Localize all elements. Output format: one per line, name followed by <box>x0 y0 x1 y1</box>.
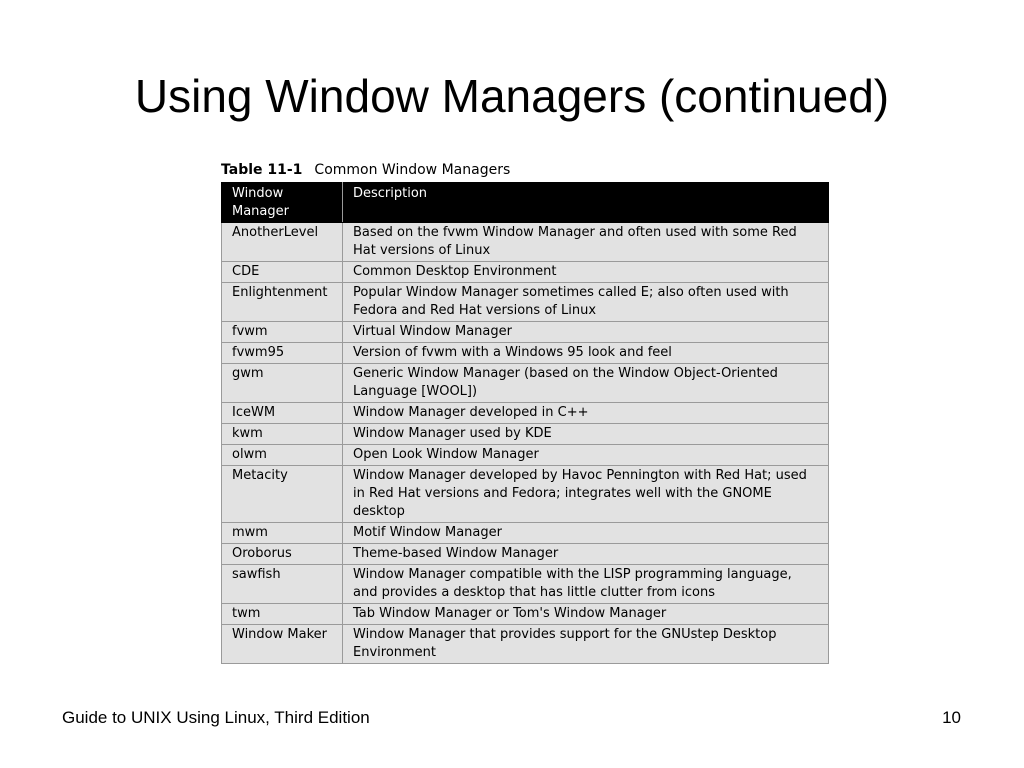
window-manager-name: Metacity <box>222 466 343 523</box>
window-manager-name: AnotherLevel <box>222 223 343 262</box>
window-manager-description: Open Look Window Manager <box>343 445 829 466</box>
window-manager-description: Window Manager used by KDE <box>343 424 829 445</box>
column-header-window-manager: Window Manager <box>222 183 343 223</box>
table-row <box>222 424 829 445</box>
window-manager-name: olwm <box>222 445 343 466</box>
window-manager-description: Version of fvwm with a Windows 95 look and feel <box>343 343 829 364</box>
window-manager-name: fvwm <box>222 322 343 343</box>
window-manager-name: kwm <box>222 424 343 445</box>
window-manager-name: fvwm95 <box>222 343 343 364</box>
table-row <box>222 262 829 283</box>
table-header <box>222 183 829 223</box>
window-manager-description: Tab Window Manager or Tom's Window Manager <box>343 604 829 625</box>
window-manager-name: Enlightenment <box>222 283 343 322</box>
table-row <box>222 343 829 364</box>
footer-book-title: Guide to UNIX Using Linux, Third Edition <box>62 708 370 727</box>
table-body <box>222 223 829 664</box>
window-manager-name: IceWM <box>222 403 343 424</box>
window-manager-name: twm <box>222 604 343 625</box>
window-manager-name: CDE <box>222 262 343 283</box>
table-caption-number: Table 11-1 <box>221 162 303 178</box>
column-header-description: Description <box>343 183 829 223</box>
window-managers-table <box>221 182 829 664</box>
table-row <box>222 466 829 523</box>
table-row <box>222 283 829 322</box>
table-row <box>222 565 829 604</box>
table-row <box>222 625 829 664</box>
table-row <box>222 322 829 343</box>
window-manager-name: Oroborus <box>222 544 343 565</box>
table-row <box>222 445 829 466</box>
window-manager-name: gwm <box>222 364 343 403</box>
window-manager-description: Common Desktop Environment <box>343 262 829 283</box>
table-row <box>222 523 829 544</box>
table-row <box>222 544 829 565</box>
window-manager-description: Based on the fvwm Window Manager and often used with some Red Hat versions of Linux <box>343 223 829 262</box>
table-row <box>222 364 829 403</box>
page-number: 10 <box>942 708 961 727</box>
table-row <box>222 604 829 625</box>
window-manager-description: Window Manager developed by Havoc Pennington with Red Hat; used in Red Hat versions and Fedora; integrates well with the GNOME desktop <box>343 466 829 523</box>
window-manager-description: Popular Window Manager sometimes called E; also often used with Fedora and Red Hat versions of Linux <box>343 283 829 322</box>
window-manager-description: Window Manager compatible with the LISP programming language, and provides a desktop that has little clutter from icons <box>343 565 829 604</box>
window-manager-description: Virtual Window Manager <box>343 322 829 343</box>
table-caption <box>221 160 510 180</box>
window-manager-description: Generic Window Manager (based on the Window Object-Oriented Language [WOOL]) <box>343 364 829 403</box>
window-manager-description: Window Manager developed in C++ <box>343 403 829 424</box>
window-manager-description: Theme-based Window Manager <box>343 544 829 565</box>
window-manager-description: Motif Window Manager <box>343 523 829 544</box>
window-manager-name: Window Maker <box>222 625 343 664</box>
window-manager-name: mwm <box>222 523 343 544</box>
table-row <box>222 223 829 262</box>
table-header-row <box>222 183 829 223</box>
slide-title: Using Window Managers (continued) <box>134 70 890 122</box>
table-row <box>222 403 829 424</box>
table-caption-title: Common Window Managers <box>314 162 511 178</box>
window-manager-description: Window Manager that provides support for the GNUstep Desktop Environment <box>343 625 829 664</box>
window-manager-name: sawfish <box>222 565 343 604</box>
